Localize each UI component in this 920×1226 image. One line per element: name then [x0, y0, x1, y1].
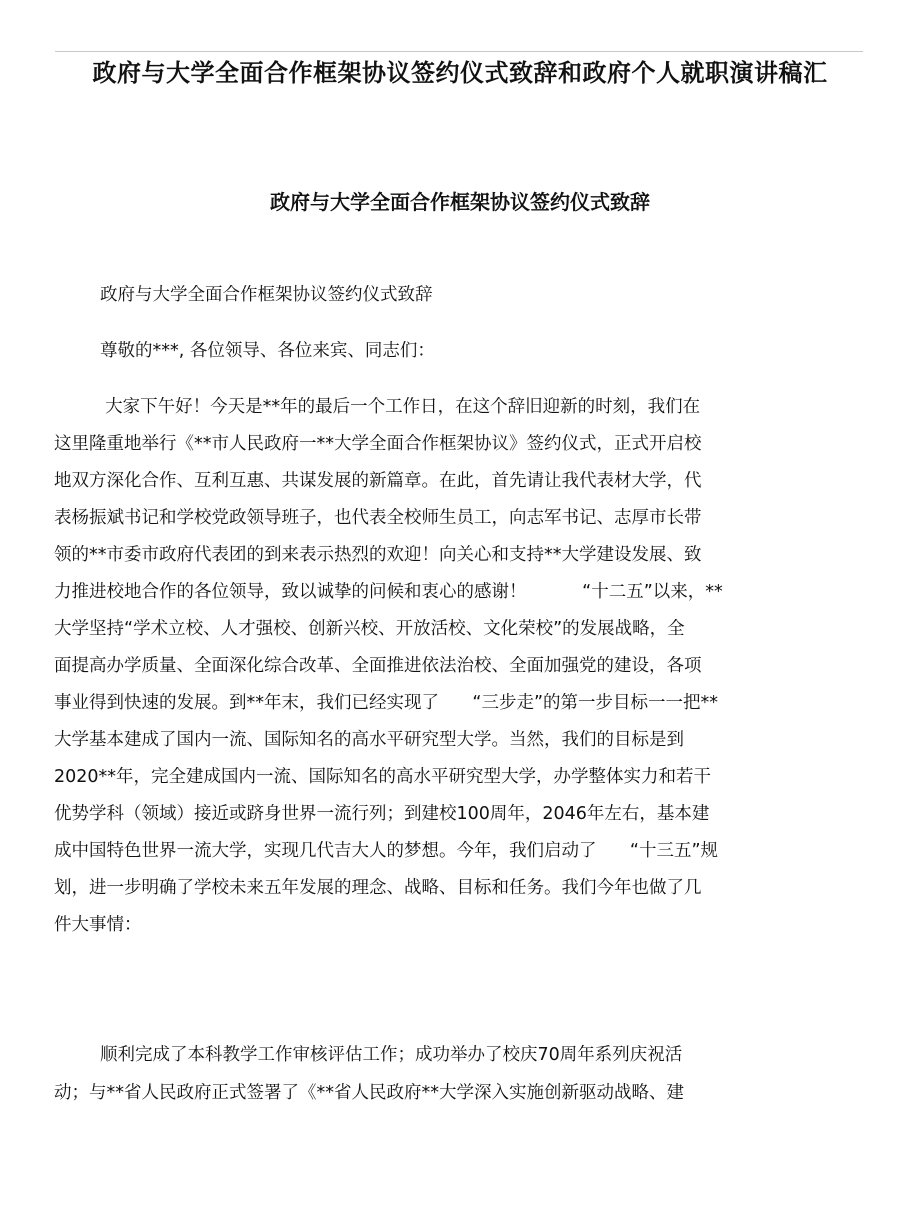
text-line: 这里隆重地举行《**市人民政府一**大学全面合作框架协议》签约仪式，正式开启校 [54, 434, 702, 454]
text-line: 大学坚持“学术立校、人才强校、创新兴校、开放活校、文化荣校”的发展战略，全 [54, 619, 685, 639]
text-line: 顺利完成了本科教学工作审核评估工作；成功举办了校庆70周年系列庆祝活 [100, 1045, 683, 1065]
text-line: 划，进一步明确了学校未来五年发展的理念、战略、目标和任务。我们今年也做了几 [54, 878, 702, 898]
section-title: 政府与大学全面合作框架协议签约仪式致辞 [270, 190, 650, 214]
salutation: 尊敬的***, 各位领导、各位来宾、同志们： [100, 341, 435, 361]
text-line: 领的**市委市政府代表团的到来表示热烈的欢迎！向关心和支持**大学建设发展、致 [54, 545, 702, 565]
text-line: 件大事情： [54, 915, 142, 935]
text-line: 动；与**省人民政府正式签署了《**省人民政府**大学深入实施创新驱动战略、建 [54, 1083, 684, 1103]
text-line: 事业得到快速的发展。到**年末，我们已经实现了 “三步走”的第一步目标一一把** [54, 693, 719, 713]
header-rule [55, 51, 863, 52]
document-title: 政府与大学全面合作框架协议签约仪式致辞和政府个人就职演讲稿汇 [92, 59, 828, 87]
text-line: 面提高办学质量、全面深化综合改革、全面推进依法治校、全面加强党的建设，各项 [54, 656, 702, 676]
text-line: 大家下午好！今天是**年的最后一个工作日，在这个辞旧迎新的时刻，我们在 [94, 397, 701, 417]
text-line: 力推进校地合作的各位领导，致以诚挚的问候和衷心的感谢！ “十二五”以来，** [54, 582, 723, 602]
text-line: 表杨振斌书记和学校党政领导班子，也代表全校师生员工，向志军书记、志厚市长带 [54, 508, 702, 528]
text-line: 2020**年，完全建成国内一流、国际知名的高水平研究型大学，办学整体实力和若干 [54, 767, 712, 787]
subtitle-line: 政府与大学全面合作框架协议签约仪式致辞 [100, 285, 433, 305]
text-line: 优势学科（领域）接近或跻身世界一流行列；到建校100周年，2046年左右，基本建 [54, 804, 710, 824]
text-line: 地双方深化合作、互利互惠、共谋发展的新篇章。在此，首先请让我代表材大学，代 [54, 471, 702, 491]
text-line: 成中国特色世界一流大学，实现几代吉大人的梦想。今年，我们启动了 “十三五”规 [54, 841, 719, 861]
text-line: 大学基本建成了国内一流、国际知名的高水平研究型大学。当然，我们的目标是到 [54, 730, 684, 750]
